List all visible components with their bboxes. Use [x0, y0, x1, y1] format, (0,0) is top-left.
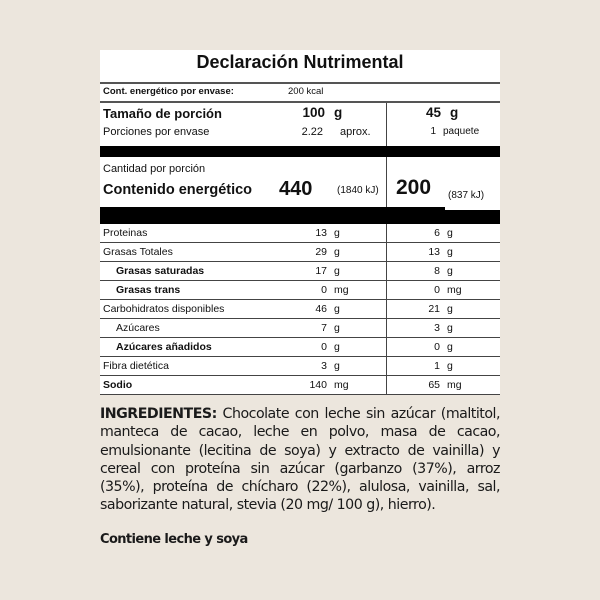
nutrient-unit-col2: g	[447, 322, 453, 334]
nutrient-value-col1: 0	[321, 284, 327, 296]
content-per-package-row	[100, 84, 500, 103]
thick-divider-bar	[100, 146, 500, 157]
nutrient-unit-col2: g	[447, 265, 453, 277]
nutrient-value-col1: 17	[315, 265, 327, 277]
nutrient-value-col2: 6	[434, 227, 440, 239]
nutrient-value-col2: 1	[434, 360, 440, 372]
nutrient-unit-col2: mg	[447, 379, 462, 391]
energy-kcal-col1: 440	[279, 178, 313, 200]
content-per-package-label: Cont. energético por envase:	[103, 86, 234, 97]
nutrient-name: Grasas Totales	[103, 246, 173, 258]
nutrient-name: Grasas saturadas	[116, 265, 205, 277]
bar-notch	[445, 207, 500, 210]
nutrient-row	[100, 300, 500, 319]
nutrient-unit-col2: g	[447, 246, 453, 258]
nutrient-name: Fibra dietética	[103, 360, 169, 372]
nutrient-unit-col1: mg	[334, 284, 349, 296]
nutrient-value-col1: 13	[315, 227, 327, 239]
ingredients-heading: INGREDIENTES:	[100, 406, 217, 422]
nutrient-unit-col1: mg	[334, 379, 349, 391]
servings-value-col2: 1	[430, 126, 436, 137]
ingredients-paragraph	[100, 405, 500, 515]
serving-size-label: Tamaño de porción	[103, 106, 222, 121]
nutrient-rows	[100, 224, 500, 395]
allergen-statement: Contiene leche y soya	[100, 532, 248, 547]
nutrient-value-col2: 13	[428, 246, 440, 258]
energy-kcal-col2: 200	[396, 176, 432, 199]
nutrient-row	[100, 338, 500, 357]
nutrient-value-col2: 65	[428, 379, 440, 391]
serving-size-unit-col2: g	[450, 105, 459, 120]
nutrient-row	[100, 357, 500, 376]
column-divider	[386, 224, 387, 395]
nutrient-name: Sodio	[103, 379, 133, 391]
column-divider	[386, 103, 387, 146]
nutrient-name: Azúcares añadidos	[116, 341, 212, 353]
nutrient-unit-col1: g	[334, 227, 340, 239]
nutrient-row	[100, 243, 500, 262]
servings-value-col1: 2.22	[301, 126, 323, 138]
nutrient-row	[100, 319, 500, 338]
nutrient-row	[100, 262, 500, 281]
nutrient-name: Proteinas	[103, 227, 148, 239]
energy-kj-col2: (837 kJ)	[448, 190, 485, 201]
ingredients-text: Chocolate con leche sin azúcar (maltitol, manteca de cacao, leche en polvo, masa de cacao, emulsionante (lecitina de soya) y extracto de vainilla) y cereal con proteína sin azúcar (garbanzo (37%), arroz (35%), proteína de chícharo (22%), alulosa, vainilla, sal, saborizante natural, stevia (20 mg/ 100 g), hierro).	[100, 406, 500, 514]
nutrient-row	[100, 281, 500, 300]
serving-size-value-col1: 100	[302, 105, 325, 120]
nutrition-facts-label	[100, 50, 500, 395]
label-title: Declaración Nutrimental	[100, 50, 500, 84]
nutrient-name: Azúcares	[116, 322, 160, 334]
nutrient-unit-col2: g	[447, 341, 453, 353]
nutrient-value-col1: 7	[321, 322, 327, 334]
nutrient-unit-col2: g	[447, 303, 453, 315]
nutrient-unit-col1: g	[334, 303, 340, 315]
nutrient-unit-col1: g	[334, 265, 340, 277]
nutrient-row	[100, 224, 500, 243]
nutrient-value-col2: 3	[434, 322, 440, 334]
nutrient-name: Grasas trans	[116, 284, 181, 296]
nutrient-unit-col2: g	[447, 227, 453, 239]
nutrient-name: Carbohidratos disponibles	[103, 303, 225, 315]
thick-divider-bar	[100, 207, 500, 224]
nutrient-value-col2: 0	[434, 341, 440, 353]
nutrient-unit-col2: mg	[447, 284, 462, 296]
nutrient-unit-col1: g	[334, 360, 340, 372]
nutrient-value-col1: 46	[315, 303, 327, 315]
nutrient-value-col2: 0	[434, 284, 440, 296]
energy-kj-col1: (1840 kJ)	[337, 185, 379, 196]
servings-per-package-label: Porciones por envase	[103, 126, 210, 138]
serving-size-value-col2: 45	[425, 105, 441, 120]
nutrient-value-col2: 21	[428, 303, 440, 315]
nutrient-value-col1: 140	[309, 379, 327, 391]
servings-unit-col1: aprox.	[340, 126, 371, 138]
serving-size-unit-col1: g	[334, 105, 343, 120]
amount-per-serving-label: Cantidad por porción	[103, 163, 206, 175]
nutrient-value-col1: 0	[321, 341, 327, 353]
nutrient-value-col1: 3	[321, 360, 327, 372]
nutrient-value-col2: 8	[434, 265, 440, 277]
nutrient-unit-col1: g	[334, 341, 340, 353]
nutrient-value-col1: 29	[315, 246, 327, 258]
column-divider	[386, 157, 387, 207]
energy-label: Contenido energético	[103, 182, 253, 198]
nutrient-unit-col1: g	[334, 322, 340, 334]
nutrient-unit-col2: g	[447, 360, 453, 372]
nutrient-row	[100, 376, 500, 395]
nutrient-unit-col1: g	[334, 246, 340, 258]
servings-unit-col2: paquete	[443, 126, 480, 137]
serving-size-section	[100, 103, 500, 146]
content-per-package-value: 200 kcal	[288, 86, 324, 97]
energy-section	[100, 157, 500, 207]
